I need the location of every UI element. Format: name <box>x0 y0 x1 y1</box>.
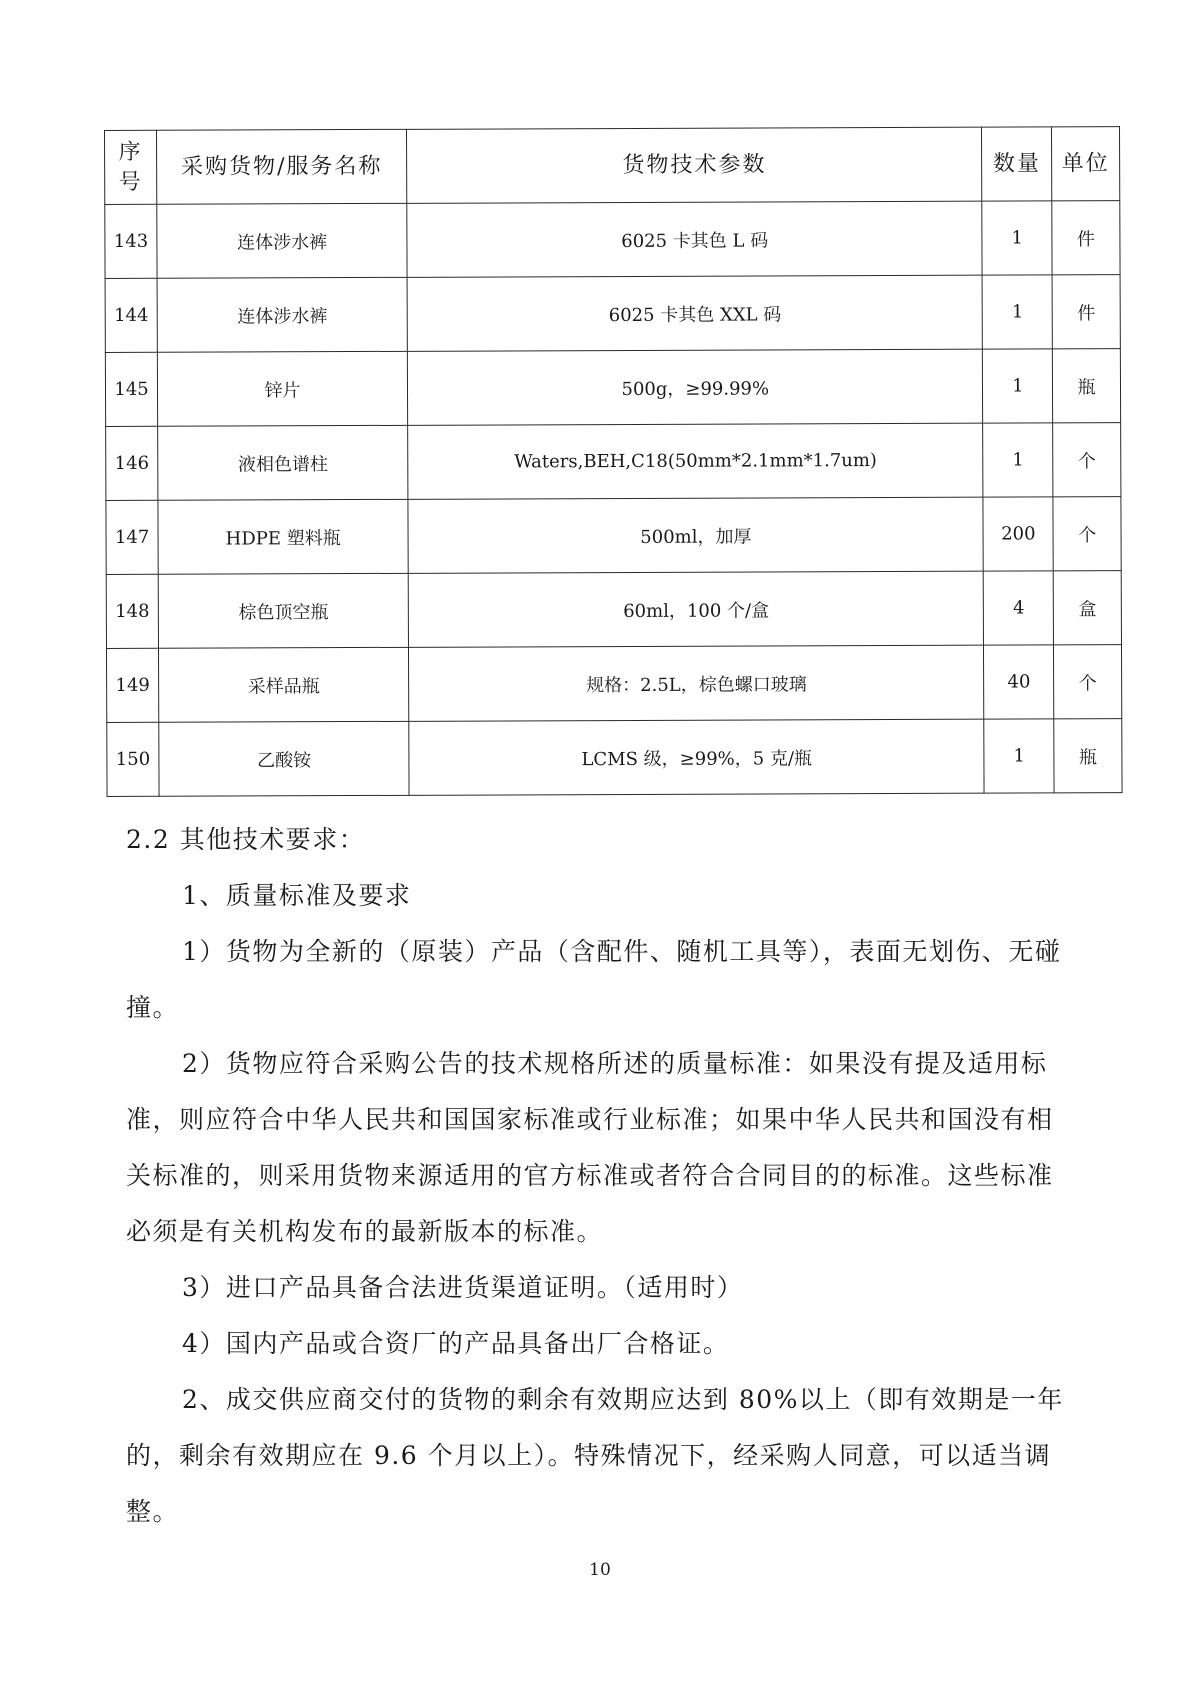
header-name: 采购货物/服务名称 <box>157 129 407 204</box>
cell-qty: 1 <box>984 719 1054 793</box>
cell-name: 连体涉水裤 <box>157 203 407 278</box>
cell-spec: LCMS 级，≥99%，5 克/瓶 <box>409 719 985 795</box>
cell-qty: 1 <box>983 349 1053 423</box>
cell-name: 液相色谱柱 <box>158 425 408 500</box>
cell-qty: 1 <box>982 201 1052 275</box>
cell-no: 144 <box>105 278 157 352</box>
cell-unit: 个 <box>1054 645 1122 719</box>
cell-unit: 件 <box>1052 201 1120 275</box>
table-row <box>106 423 1121 501</box>
header-unit: 单位 <box>1052 127 1120 201</box>
table-row <box>106 571 1121 649</box>
cell-name: HDPE 塑料瓶 <box>158 499 408 574</box>
cell-spec: 6025 卡其色 XXL 码 <box>407 275 983 351</box>
item-1-3: 3）进口产品具备合法进货渠道证明。（适用时） <box>182 1273 744 1302</box>
table-row <box>106 645 1121 723</box>
cell-spec: 500g，≥99.99% <box>408 349 984 425</box>
cell-name: 锌片 <box>157 351 407 426</box>
cell-unit: 个 <box>1053 423 1121 497</box>
table-header-row <box>105 127 1120 205</box>
cell-qty: 4 <box>984 571 1054 645</box>
cell-no: 147 <box>106 500 158 574</box>
item-1-4: 4）国内产品或合资厂的产品具备出厂合格证。 <box>182 1329 730 1358</box>
cell-qty: 1 <box>982 275 1052 349</box>
cell-unit: 瓶 <box>1054 719 1122 793</box>
header-spec: 货物技术参数 <box>407 127 983 203</box>
cell-spec: 60ml，100 个/盒 <box>408 571 984 647</box>
table-row <box>105 201 1120 279</box>
item-1-1: 1）货物为全新的（原装）产品（含配件、随机工具等），表面无划伤、无碰撞。 <box>126 937 1062 1022</box>
page-number: 10 <box>589 1560 611 1580</box>
header-qty: 数量 <box>982 127 1052 201</box>
cell-no: 149 <box>106 648 158 722</box>
cell-name: 乙酸铵 <box>159 721 409 796</box>
cell-qty: 40 <box>984 645 1054 719</box>
cell-no: 146 <box>106 426 158 500</box>
cell-unit: 瓶 <box>1053 349 1121 423</box>
cell-qty: 200 <box>983 497 1053 571</box>
section-heading: 2.2 其他技术要求： <box>126 825 366 854</box>
cell-unit: 盒 <box>1053 571 1121 645</box>
cell-no: 145 <box>105 352 157 426</box>
table-row <box>105 349 1120 427</box>
goods-table <box>104 126 1123 797</box>
cell-unit: 件 <box>1052 275 1120 349</box>
cell-spec: 6025 卡其色 L 码 <box>407 201 983 277</box>
cell-spec: Waters,BEH,C18(50mm*2.1mm*1.7um) <box>408 423 984 499</box>
cell-name: 连体涉水裤 <box>157 277 407 352</box>
cell-unit: 个 <box>1053 497 1121 571</box>
cell-no: 148 <box>106 574 158 648</box>
cell-qty: 1 <box>983 423 1053 497</box>
cell-no: 150 <box>107 722 159 796</box>
cell-name: 棕色顶空瓶 <box>158 573 408 648</box>
item-1-title: 1、质量标准及要求 <box>182 881 412 910</box>
header-no: 序号 <box>105 130 157 204</box>
cell-spec: 500ml，加厚 <box>408 497 984 573</box>
item-2: 2、成交供应商交付的货物的剩余有效期应达到 80%以上（即有效期是一年的，剩余有效期应在 9.6 个月以上）。特殊情况下，经采购人同意，可以适当调整。 <box>126 1385 1064 1526</box>
cell-name: 采样品瓶 <box>159 647 409 722</box>
table-row <box>106 497 1121 575</box>
table-row <box>105 275 1120 353</box>
item-1-2: 2）货物应符合采购公告的技术规格所述的质量标准：如果没有提及适用标准，则应符合中华人民共和国国家标准或行业标准；如果中华人民共和国没有相关标准的，则采用货物来源适用的官方标准或者符合合同目的的标准。这些标准必须是有关机构发布的最新版本的标准。 <box>126 1049 1054 1246</box>
table-row <box>107 719 1122 797</box>
cell-spec: 规格：2.5L，棕色螺口玻璃 <box>409 645 985 721</box>
cell-no: 143 <box>105 204 157 278</box>
